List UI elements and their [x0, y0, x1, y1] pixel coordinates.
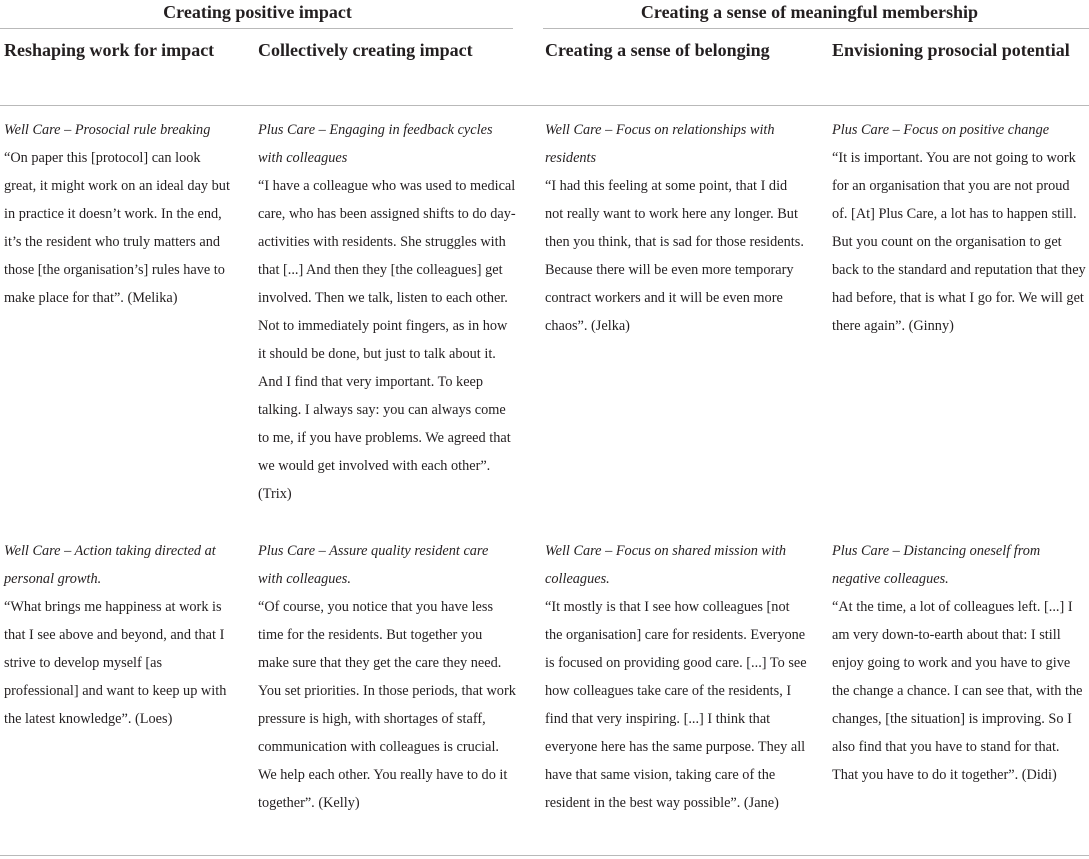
- cell-label: Well Care – Prosocial rule breaking: [4, 122, 211, 138]
- cell-quote: “On paper this [protocol] can look great, it might work on an ideal day but in practice it doesn’t work. In the end, it’s the resident who truly matters and those [the organisation’s] rules have to make place for that”. (Melika): [4, 150, 230, 306]
- group-divider-right: [543, 28, 1089, 29]
- header-divider: [0, 105, 1089, 106]
- table-cell: [832, 116, 1087, 340]
- group-title-positive-impact: Creating positive impact: [163, 2, 352, 22]
- cell-quote: “At the time, a lot of colleagues left. [...] I am very down-to-earth about that: I still enjoy going to work and you have to give the change a chance. I can see that, with the changes, [the situation] is improving. So I also find that you have to stand for that. That you have to do it together”. (Didi): [832, 599, 1083, 783]
- column-header-collectively-creating: Collectively creating impact: [258, 40, 473, 60]
- table-bottom-rule: [0, 855, 1089, 856]
- cell-label: Plus Care – Assure quality resident care with colleagues.: [258, 543, 489, 587]
- cell-label: Plus Care – Engaging in feedback cycles with colleagues: [258, 122, 493, 166]
- table-cell: [832, 537, 1087, 789]
- cell-quote: “I have a colleague who was used to medical care, who has been assigned shifts to do day-activities with residents. She struggles with that [...] And then they [the colleagues] get involved. Then we talk, listen to each other. Not to immediately point fingers, as in how it should be done, but just to talk about it. And I find that very important. To keep talking. I always say: you can always come to me, if you have problems. We agreed that we would get involved with each other”. (Trix): [258, 178, 516, 502]
- cell-quote: “What brings me happiness at work is that I see above and beyond, and that I strive to develop myself [as professional] and want to keep up with the latest knowledge”. (Loes): [4, 599, 227, 727]
- table-cell: [545, 116, 807, 340]
- cell-quote: “I had this feeling at some point, that I did not really want to work here any longer. But then you think, that is sad for those residents. Because there will be even more temporary contract workers and it will be even more chaos”. (Jelka): [545, 178, 804, 334]
- column-header-reshaping-work: Reshaping work for impact: [4, 40, 215, 60]
- cell-quote: “It is important. You are not going to work for an organisation that you are not proud of. [At] Plus Care, a lot has to happen still. But you count on the organisation to get back to the standard and reputation that they had before, that is what I go for. We will get there again”. (Ginny): [832, 150, 1086, 334]
- table-cell: [258, 116, 516, 508]
- cell-label: Well Care – Focus on shared mission with colleagues.: [545, 543, 787, 587]
- group-title-meaningful-membership: Creating a sense of meaningful membership: [640, 2, 979, 22]
- cell-quote: “It mostly is that I see how colleagues [not the organisation] care for residents. Everyone is focused on providing good care. [...] To see how colleagues take care of the residents, I find that very inspiring. [...] I think that everyone here has the same purpose. They all have that same vision, taking care of the resident in the best way possible”. (Jane): [545, 599, 807, 811]
- table-cell: [4, 537, 232, 733]
- table-cell: [545, 537, 807, 817]
- cell-label: Plus Care – Focus on positive change: [832, 122, 1050, 138]
- cell-label: Well Care – Action taking directed at personal growth.: [4, 543, 216, 587]
- group-divider-left: [0, 28, 513, 29]
- cell-label: Plus Care – Distancing oneself from negative colleagues.: [832, 543, 1041, 587]
- table-cell: [258, 537, 516, 817]
- column-header-prosocial-potential: Envisioning prosocial potential: [832, 40, 1070, 60]
- cell-label: Well Care – Focus on relationships with residents: [545, 122, 775, 166]
- table-cell: [4, 116, 232, 312]
- column-header-sense-of-belonging: Creating a sense of belonging: [545, 40, 770, 60]
- cell-quote: “Of course, you notice that you have less time for the residents. But together you make sure that they get the care they need. You set priorities. In those periods, that work pressure is high, with shortages of staff, communication with colleagues is crucial. We help each other. You really have to do it together”. (Kelly): [258, 599, 516, 811]
